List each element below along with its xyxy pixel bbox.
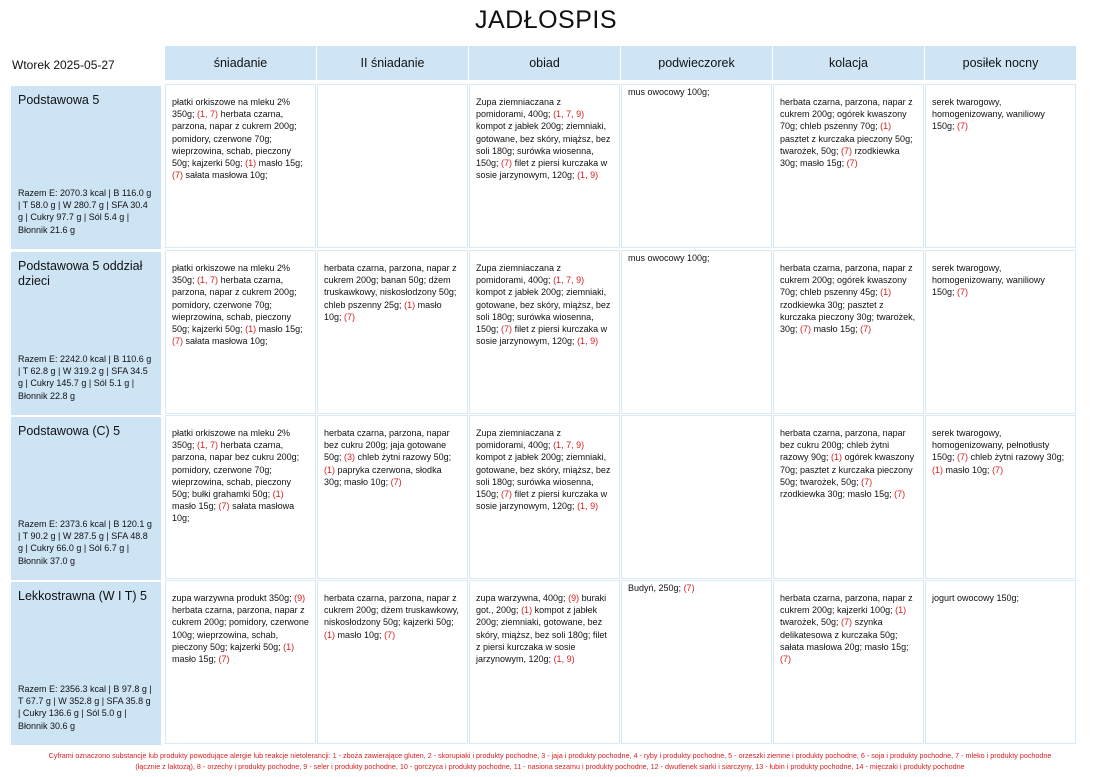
meal-cell: [773, 84, 924, 248]
allergen-code: (7): [218, 654, 230, 665]
meal-item: mus owocowy 100g;: [628, 87, 710, 97]
meal-item: pasztet z kurczaka pieczony 30g;: [780, 299, 884, 322]
diet-name: Podstawowa 5 oddział dzieci: [18, 259, 143, 288]
meal-item: rzodkiewka 30g;: [780, 145, 900, 169]
meal-item: chleb żytni razowy 90g;: [780, 440, 890, 463]
nutrition-summary: Razem E: 2373.6 kcal | B 120.1 g | T 90.2 g | W 287.5 g | SFA 48.8 g | Cukry 66.0 g | Sól 6.7 g | Błonnik 37.0 g: [18, 518, 152, 566]
meal-item: kompot z jabłek 200g;: [476, 605, 598, 628]
allergen-code: (1): [283, 641, 295, 652]
meal-item: herbata czarna, parzona, napar z cukrem 200g;: [324, 593, 457, 616]
meal-item: dżem truskawkowy, niskosłodzony 50g;: [324, 605, 459, 628]
allergen-code: (1): [324, 464, 335, 475]
page-title: JADŁOSPIS: [474, 6, 618, 34]
meal-item: filet z piersi kurczaka w sosie jarzynowym, 120g;: [476, 489, 608, 512]
allergen-code: (7): [390, 476, 402, 487]
meal-item: filet z piersi kurczaka w sosie jarzynowym, 120g;: [476, 629, 607, 665]
meal-item: masło 15g;: [172, 501, 217, 512]
nutrition-summary: Razem E: 2356.3 kcal | B 97.8 g | T 67.7 g | W 352.8 g | SFA 35.8 g | Cukry 136.6 g | Sól 5.0 g | Błonnik 30.6 g: [18, 683, 152, 731]
meal-cell: [773, 415, 924, 579]
meal-item: jogurt owocowy 150g;: [932, 593, 1020, 603]
meal-item: herbata czarna, parzona, napar z cukrem 200g;: [172, 605, 305, 628]
allergen-code: (1, 7, 9): [553, 275, 585, 286]
meal-cell: [925, 84, 1076, 248]
meal-item: sałata masłowa 10g;: [172, 501, 295, 524]
allergen-code: (7): [501, 158, 513, 169]
meal-item: Zupa ziemniaczana z pomidorami, 400g;: [476, 263, 562, 286]
allergen-code: (7): [780, 654, 791, 665]
meal-item: banan 50g;: [381, 275, 427, 286]
diet-row-header: [11, 417, 161, 580]
allergen-code: (1): [245, 158, 257, 169]
meal-item: Zupa ziemniaczana z pomidorami, 400g;: [476, 428, 562, 451]
meal-cell: [925, 250, 1076, 414]
meal-item: kompot z jabłek 200g;: [476, 287, 564, 298]
meal-item: masło 15g;: [258, 324, 303, 335]
meal-item: masło 15g;: [258, 158, 303, 169]
meal-item: płatki orkiszowe na mleku 2% 350g;: [172, 97, 291, 120]
meal-item: herbata czarna, parzona, napar z cukrem 200g;: [780, 263, 913, 286]
meal-item: filet z piersi kurczaka w sosie jarzynowym, 120g;: [476, 324, 608, 347]
allergen-code: (7): [957, 452, 969, 463]
meal-item: chleb żytni razowy 50g;: [357, 452, 452, 463]
meal-item: chleb pszenny 25g;: [324, 299, 402, 310]
allergen-code: (1): [880, 287, 892, 298]
allergen-code: (1): [324, 629, 335, 640]
meal-item: masło 15g;: [800, 158, 845, 169]
meal-item: zupa warzywna produkt 350g;: [172, 593, 292, 603]
meal-item: wieprzowina, schab, pieczony 50g;: [172, 476, 292, 500]
allergen-code: (1): [404, 299, 416, 310]
nutrition-summary: Razem E: 2242.0 kcal | B 110.6 g | T 62.8 g | W 319.2 g | SFA 34.5 g | Cukry 145.7 g | Sól 5.1 g | Błonnik 22.8 g: [18, 353, 152, 401]
meal-cell: [165, 84, 316, 248]
meal-item: twarożek, 30g;: [780, 311, 916, 335]
meal-item: herbata czarna, parzona, napar bez cukru 200g;: [172, 440, 300, 463]
meal-item: wieprzowina, schab, pieczony 50g;: [172, 145, 292, 169]
meal-item: ziemniaki, gotowane, bez skóry, miąższ, bez soli 180g;: [476, 617, 603, 640]
column-header: podwieczorek: [621, 46, 772, 80]
allergen-code: (1): [880, 121, 892, 132]
meal-item: twarożek, 50g;: [780, 145, 839, 156]
allergen-code: (1): [521, 605, 533, 616]
meal-item: jaja gotowane 50g;: [324, 440, 447, 463]
meal-item: masło 10g;: [337, 629, 382, 640]
allergen-code: (7): [841, 617, 853, 628]
allergen-code: (7): [992, 464, 1004, 475]
meal-cell: [165, 580, 316, 744]
allergen-code: (7): [800, 324, 812, 335]
meal-item: chleb pszenny 45g;: [800, 287, 878, 298]
meal-item: sałata masłowa 10g;: [185, 336, 268, 347]
meal-item: rzodkiewka 30g;: [780, 489, 846, 500]
meal-item: mus owocowy 100g;: [628, 253, 710, 263]
allergen-code: (1, 9): [577, 501, 599, 512]
allergen-code: (1, 7, 9): [553, 109, 585, 120]
meal-item: ogórek kwaszony 70g;: [780, 452, 915, 475]
allergen-code: (7): [344, 311, 356, 322]
diet-name: Podstawowa 5: [18, 93, 100, 107]
meal-item: masło 15g;: [813, 324, 858, 335]
date-label: Wtorek 2025-05-27: [12, 58, 115, 72]
meal-item: pasztet z kurczaka pieczony 50g;: [780, 133, 913, 144]
meal-item: ziemniaki, gotowane, bez skóry, miąższ, bez soli 180g;: [476, 121, 611, 156]
meal-item: kompot z jabłek 200g;: [476, 452, 564, 463]
meal-item: wieprzowina, schab, pieczony 50g;: [172, 311, 292, 335]
meal-item: pasztet z kurczaka pieczony 50g;: [780, 464, 913, 487]
allergen-code: (7): [841, 145, 853, 156]
meal-item: masło 10g;: [344, 476, 389, 487]
allergen-code: (7): [846, 158, 858, 169]
allergen-code: (1, 9): [577, 170, 599, 181]
meal-item: Zupa ziemniaczana z pomidorami, 400g;: [476, 97, 562, 120]
allergen-code: (1, 7): [197, 440, 219, 451]
allergen-legend: Cyframi oznaczono substancje lub produkty powodujące alergie lub reakcje nietolerancji: 1 - zboża zawierające gluten, 2 - skorupiaki i produkty pochodne, 3 - jaja i produkty pochodne, 4 - ryby i produkty pochodne, 5 - orzeszki ziemne i produkty pochodne, 6 - soja i produkty pochodne, 7 - mleko i produkty pochodne (łącznie z laktozą), 8 - orzechy i produkty pochodne, 9 - seler i produkty pochodne, 10 - gorczyca i produkty pochodne, 11 - nasiona sezamu i produkty pochodne, 12 - dwutlenek siarki i siarczyny, 13 - łubin i produkty pochodne, 14 - mięczaki i produkty pochodne: [48, 751, 1052, 771]
allergen-code: (7): [894, 489, 906, 500]
meal-item: płatki orkiszowe na mleku 2% 350g;: [172, 428, 291, 451]
allergen-code: (1, 7): [197, 275, 219, 286]
allergen-code: (7): [172, 336, 183, 347]
meal-item: herbata czarna, parzona, napar z cukrem 200g;: [780, 97, 913, 120]
meal-item: kompot z jabłek 200g;: [476, 121, 564, 132]
meal-item: serek twarogowy, homogenizowany, waniliowy 150g;: [932, 263, 1045, 298]
column-header: II śniadanie: [317, 46, 468, 80]
meal-item: sałata masłowa 20g;: [780, 641, 863, 652]
diet-row-header: [11, 86, 161, 249]
allergen-code: (7): [683, 583, 695, 593]
meal-cell: [621, 84, 772, 248]
meal-item: buraki got., 200g;: [476, 593, 607, 616]
meal-item: pomidory, czerwone 70g;: [172, 133, 272, 144]
meal-item: szynka delikatesowa z kurczaka 50g;: [780, 617, 898, 640]
meal-cell: [469, 84, 620, 248]
column-header: posiłek nocny: [925, 46, 1076, 80]
allergen-code: (7): [957, 121, 969, 132]
meal-item: ziemniaki, gotowane, bez skóry, miąższ, bez soli 180g;: [476, 287, 611, 322]
allergen-code: (7): [218, 501, 230, 512]
meal-item: chleb pszenny 70g;: [800, 121, 878, 132]
meal-item: kajzerki 100g;: [837, 605, 893, 616]
meal-item: bułki grahamki 50g;: [192, 489, 271, 500]
allergen-code: (1): [831, 452, 843, 463]
meal-item: kajzerki 50g;: [403, 617, 454, 628]
allergen-code: (3): [344, 452, 356, 463]
meal-cell: [317, 415, 468, 579]
meal-cell: [773, 250, 924, 414]
allergen-code: (9): [294, 593, 306, 603]
diet-name: Podstawowa (C) 5: [18, 424, 121, 438]
meal-item: filet z piersi kurczaka w sosie jarzynowym, 120g;: [476, 158, 608, 181]
allergen-code: (7): [501, 324, 513, 335]
meal-item: twarożek, 50g;: [800, 476, 859, 487]
meal-cell: [621, 250, 772, 414]
meal-cell: [469, 580, 620, 744]
allergen-code: (7): [501, 489, 513, 500]
meal-item: herbata czarna, parzona, napar z cukrem 200g;: [172, 275, 297, 298]
meal-item: wieprzowina, schab, pieczony 50g;: [172, 629, 279, 652]
meal-item: pomidory, czerwone 70g;: [172, 464, 272, 475]
allergen-code: (1, 9): [577, 336, 599, 347]
allergen-code: (1): [932, 464, 943, 475]
meal-item: pomidory, czerwone 70g;: [172, 299, 272, 310]
meal-item: herbata czarna, parzona, napar z cukrem 200g;: [324, 263, 457, 286]
meal-item: chleb żytni razowy 30g;: [970, 452, 1065, 463]
allergen-code: (7): [384, 629, 396, 640]
meal-item: pomidory, czerwone 100g;: [172, 617, 309, 640]
diet-row-header: [11, 252, 161, 415]
diet-row-header: [11, 582, 161, 745]
meal-cell: [621, 415, 772, 579]
allergen-code: (9): [568, 593, 580, 603]
meal-item: kajzerki 50g;: [192, 158, 243, 169]
allergen-code: (7): [861, 476, 873, 487]
allergen-code: (1): [895, 605, 907, 616]
meal-cell: [317, 250, 468, 414]
meal-cell: [621, 580, 772, 744]
column-header: kolacja: [773, 46, 924, 80]
meal-cell: [317, 580, 468, 744]
meal-item: masło 10g;: [945, 464, 990, 475]
meal-item: kajzerki 50g;: [230, 641, 281, 652]
meal-item: dżem truskawkowy, niskosłodzony 50g;: [324, 275, 457, 298]
meal-item: papryka czerwona, słodka 30g;: [324, 464, 442, 487]
diet-name: Lekkostrawna (W I T) 5: [18, 589, 147, 603]
meal-cell: [925, 580, 1076, 744]
meal-item: rzodkiewka 30g;: [780, 299, 846, 310]
column-header: obiad: [469, 46, 620, 80]
meal-item: herbata czarna, parzona, napar z cukrem 200g;: [172, 109, 297, 132]
meal-cell: [165, 250, 316, 414]
meal-item: masło 10g;: [324, 299, 442, 322]
allergen-code: (7): [957, 287, 969, 298]
meal-cell: [925, 415, 1076, 579]
meal-item: kajzerki 50g;: [192, 324, 243, 335]
meal-item: masło 15g;: [172, 654, 217, 665]
column-header: śniadanie: [165, 46, 316, 80]
meal-item: płatki orkiszowe na mleku 2% 350g;: [172, 263, 291, 286]
meal-item: Budyń, 250g;: [628, 583, 682, 593]
meal-item: twarożek, 50g;: [780, 617, 839, 628]
allergen-code: (1): [272, 489, 284, 500]
meal-item: masło 15g;: [847, 489, 892, 500]
meal-cell: [469, 415, 620, 579]
meal-item: serek twarogowy, homogenizowany, pełnotłusty 150g;: [932, 428, 1050, 463]
meal-cell: [773, 580, 924, 744]
meal-item: ogórek kwaszony 70g;: [780, 109, 907, 132]
meal-item: surówka wiosenna, 150g;: [476, 311, 594, 335]
allergen-code: (1, 7): [197, 109, 219, 120]
meal-item: masło 15g;: [864, 641, 909, 652]
meal-cell: [469, 250, 620, 414]
meal-item: ogórek kwaszony 70g;: [780, 275, 907, 298]
allergen-code: (7): [860, 324, 872, 335]
meal-item: ziemniaki, gotowane, bez skóry, miąższ, bez soli 180g;: [476, 452, 611, 487]
meal-item: zupa warzywna, 400g;: [476, 593, 566, 603]
meal-item: herbata czarna, parzona, napar bez cukru 200g;: [780, 428, 906, 451]
meal-item: sałata masłowa 10g;: [185, 170, 268, 181]
allergen-code: (1, 9): [553, 654, 575, 665]
allergen-code: (1, 7, 9): [553, 440, 585, 451]
meal-item: surówka wiosenna, 150g;: [476, 145, 594, 169]
meal-item: herbata czarna, parzona, napar z cukrem 200g;: [780, 593, 913, 616]
meal-cell: [317, 84, 468, 248]
meal-item: surówka wiosenna, 150g;: [476, 476, 594, 500]
meal-cell: [165, 415, 316, 579]
meal-item: herbata czarna, parzona, napar bez cukru 200g;: [324, 428, 450, 451]
allergen-code: (7): [172, 170, 183, 181]
meal-item: serek twarogowy, homogenizowany, waniliowy 150g;: [932, 97, 1045, 132]
nutrition-summary: Razem E: 2070.3 kcal | B 116.0 g | T 58.0 g | W 280.7 g | SFA 30.4 g | Cukry 97.7 g | Sól 5.4 g | Błonnik 21.6 g: [18, 187, 152, 235]
allergen-code: (1): [245, 324, 257, 335]
